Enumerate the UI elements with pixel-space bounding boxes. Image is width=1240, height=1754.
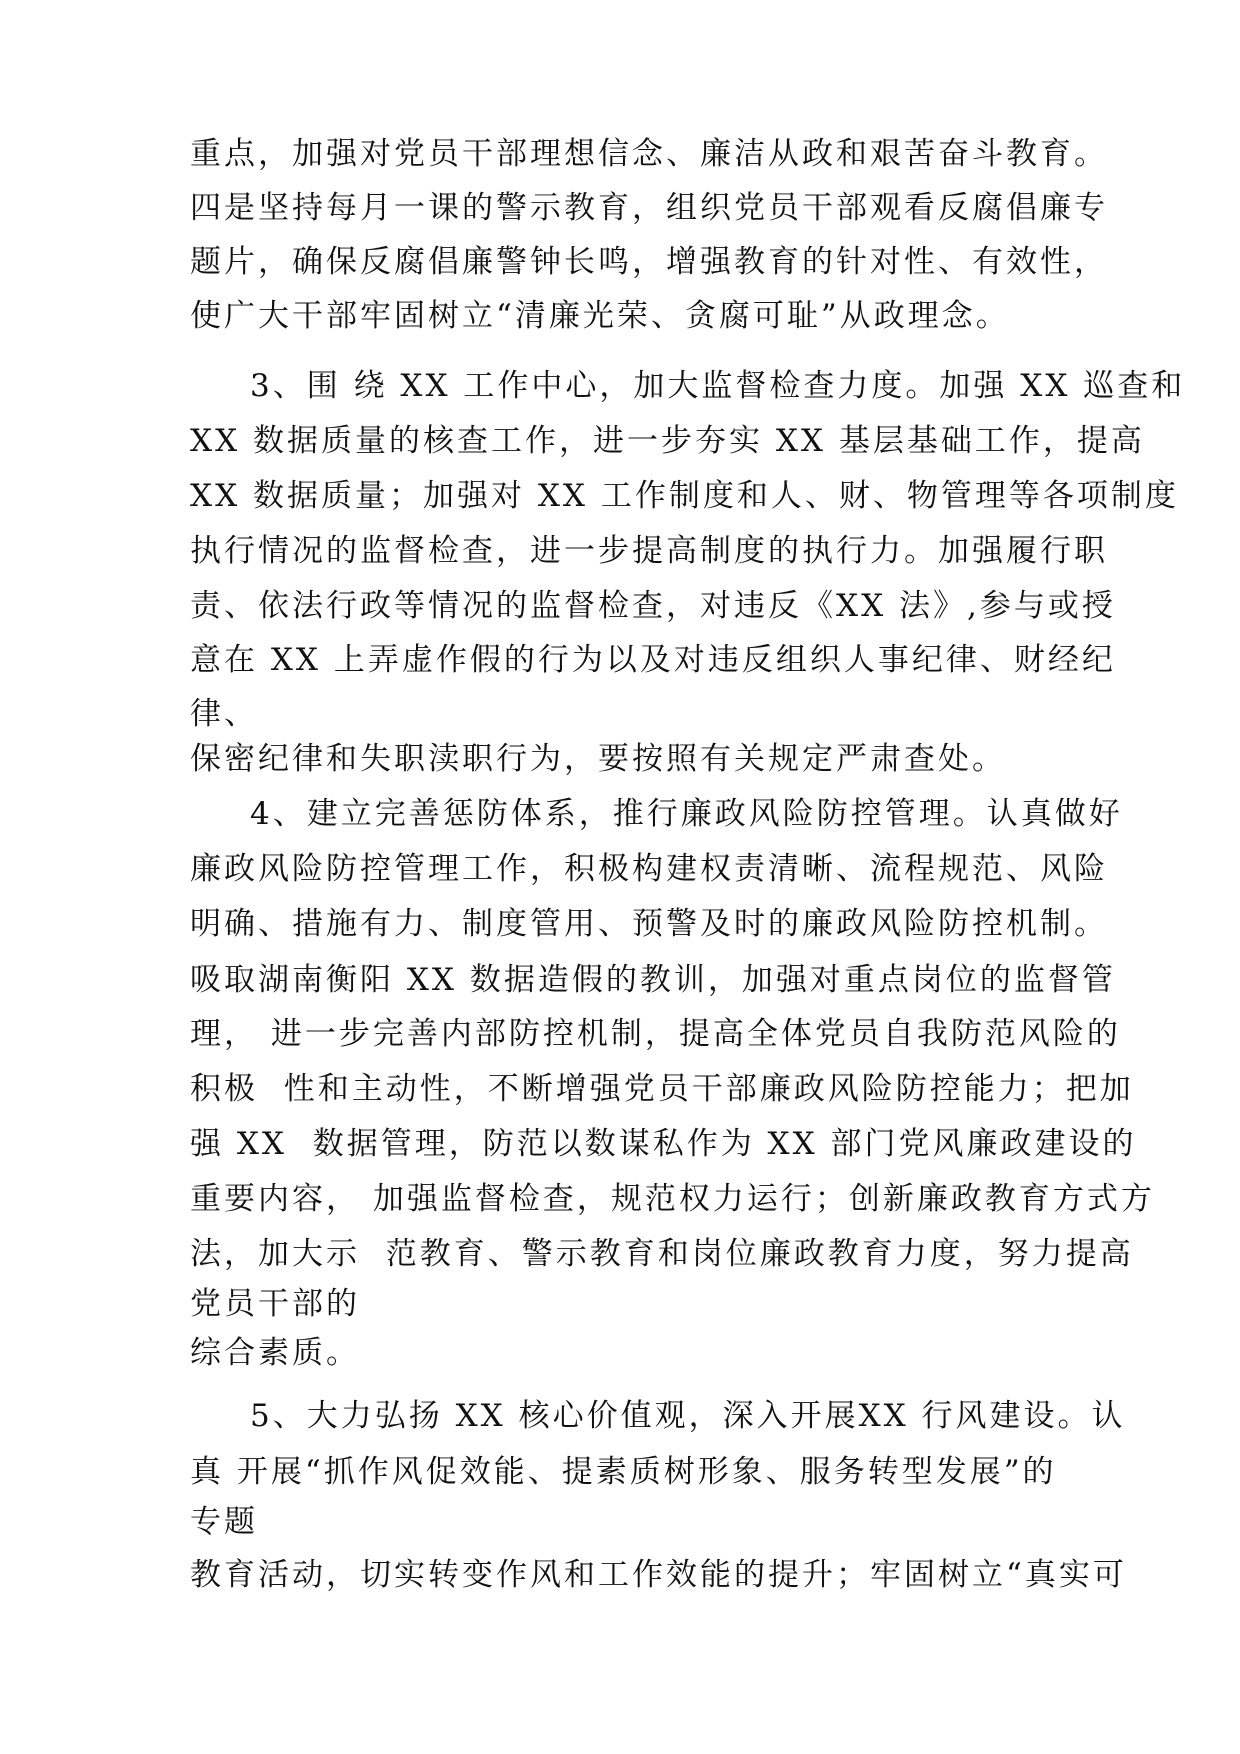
text-line: 明确、措施有力、制度管用、预警及时的廉政风险防控机制。 <box>190 906 1108 942</box>
text-line: 强 XX 数据管理，防范以数谋私作为 XX 部门党风廉政建设的 <box>190 1126 1137 1162</box>
text-line: 吸取湖南衡阳 XX 数据造假的教训，加强对重点岗位的监督管 <box>190 962 1116 998</box>
text-line: 律、 <box>190 696 258 732</box>
text-line: 真 开展“抓作风促效能、提素质树形象、服务转型发展”的 <box>190 1454 1057 1490</box>
paragraph-4-heading-line: 4、建立完善惩防体系，推行廉政风险防控管理。认真做好 <box>250 796 1123 832</box>
text-line: 理， 进一步完善内部防控机制，提高全体党员自我防范风险的 <box>190 1016 1121 1052</box>
paragraph-3-heading-line: 3、围 绕 XX 工作中心，加大监督检查力度。加强 XX 巡查和 <box>250 368 1186 404</box>
text-line: 积极 性和主动性，不断增强党员干部廉政风险防控能力；把加 <box>190 1071 1134 1107</box>
paragraph-5-heading-line: 5、大力弘扬 XX 核心价值观，深入开展XX 行风建设。认 <box>250 1398 1126 1434</box>
text-line: 重要内容， 加强监督检查，规范权力运行；创新廉政教育方式方 <box>190 1181 1155 1217</box>
text-line: 法，加大示 范教育、警示教育和岗位廉政教育力度，努力提高 <box>190 1236 1134 1272</box>
text-line: XX 数据质量；加强对 XX 工作制度和人、财、物管理等各项制度 <box>190 478 1179 514</box>
text-line: 四是坚持每月一课的警示教育，组织党员干部观看反腐倡廉专 <box>190 190 1108 226</box>
text-line: 保密纪律和失职渎职行为，要按照有关规定严肃查处。 <box>190 741 1006 777</box>
text-line: 题片，确保反腐倡廉警钟长鸣，增强教育的针对性、有效性， <box>190 244 1108 280</box>
text-line: 廉政风险防控管理工作，积极构建权责清晰、流程规范、风险 <box>190 851 1108 887</box>
text-line: 重点，加强对党员干部理想信念、廉洁从政和艰苦奋斗教育。 <box>190 136 1108 172</box>
text-line: 党员干部的 <box>190 1286 360 1322</box>
text-line: 教育活动，切实转变作风和工作效能的提升；牢固树立“真实可 <box>190 1557 1127 1593</box>
text-line: 执行情况的监督检查，进一步提高制度的执行力。加强履行职 <box>190 533 1108 569</box>
text-line: 意在 XX 上弄虚作假的行为以及对违反组织人事纪律、财经纪 <box>190 642 1116 678</box>
text-line: 责、依法行政等情况的监督检查，对违反《XX 法》,参与或授 <box>190 588 1116 624</box>
text-line: 综合素质。 <box>190 1335 360 1371</box>
text-line: 专题 <box>190 1504 258 1540</box>
text-line: XX 数据质量的核查工作，进一步夯实 XX 基层基础工作，提高 <box>190 423 1145 459</box>
text-line: 使广大干部牢固树立“清廉光荣、贪腐可耻”从政理念。 <box>190 298 1010 334</box>
